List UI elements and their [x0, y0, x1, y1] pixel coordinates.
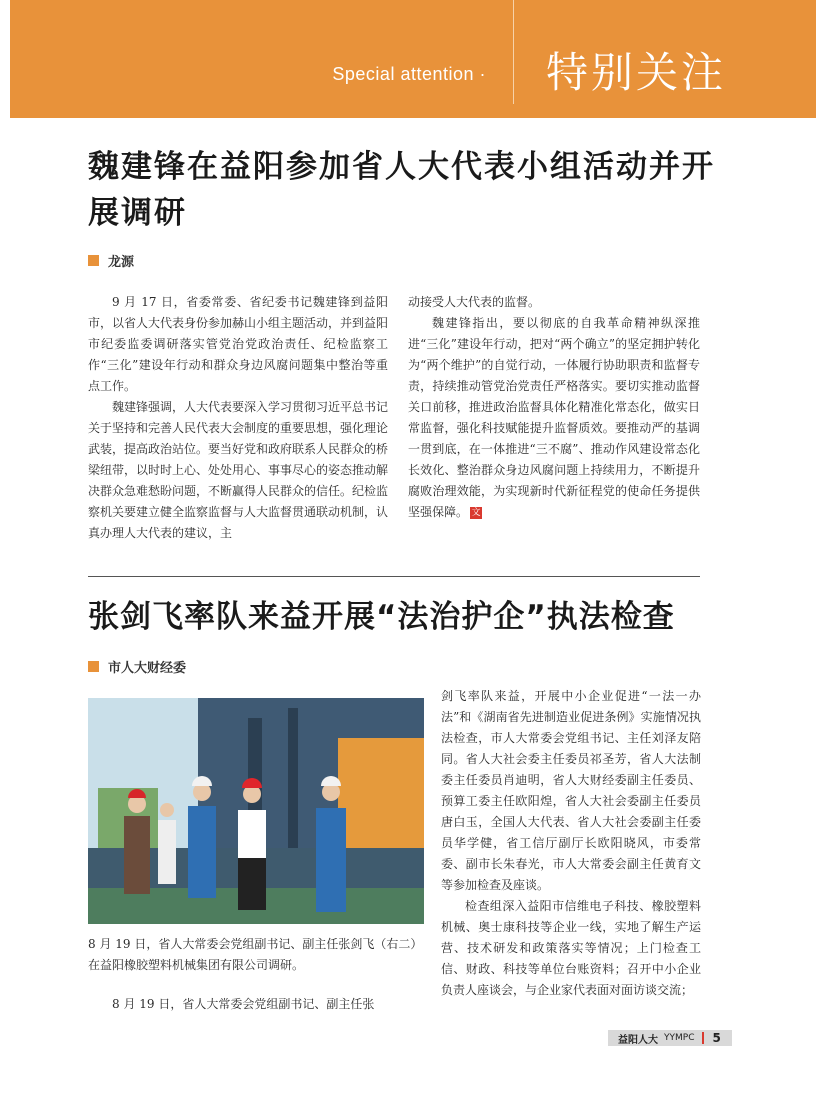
- article1-author: 龙源: [108, 255, 135, 270]
- article1-title: 魏建锋在益阳参加省人大代表小组活动并开展调研: [88, 149, 715, 231]
- byline-square-icon: [88, 661, 99, 672]
- paragraph: 剑飞率队来益，开展中小企业促进“一法一办法”和《湖南省先进制造业促进条例》实施情况执法检查，市人大常委会党组书记、主任刘泽友陪同。省人大社会委主任委员祁圣芳，省人大法制委主任委员肖迪明，省人大财经委副主任委员、预算工委主任欧阳煌，省人大社会委副主任委员唐白玉，全国人大代表、省人大社会委副主任委员华学健，省工信厅副厅长欧阳晓风，市委常委、副市长朱春光，市人大常委会副主任黄育文等参加检查及座谈。: [441, 689, 701, 892]
- paragraph: [408, 313, 700, 523]
- article2-column-right: [441, 686, 701, 1026]
- paragraph-text: 魏建锋指出，要以彻底的自我革命精神纵深推进“三化”建设年行动，把对“两个确立”的坚定拥护转化为“两个维护”的自觉行动，一体履行协助职责和监督专责，持续推动管党治党责任严格落实。要切实推动监督关口前移，推进政治监督具体化精准化常态化，做实日常监督，强化科技赋能提升监督质效。要推动严的基调一贯到底，在一体推进“三不腐”、推动作风建设常态化长效化、整治群众身边风腐问题上持续用力，不断提升腐败治理效能，为实现新时代新征程党的使命任务提供坚强保障。: [408, 316, 700, 519]
- paragraph: 8 月 19 日，省人大常委会党组副书记、副主任张: [112, 997, 375, 1011]
- page-footer: [608, 1030, 732, 1046]
- paragraph: 魏建锋强调，人大代表要深入学习贯彻习近平总书记关于坚持和完善人民代表大会制度的重要思想，强化理论武装，提高政治站位。要当好党和政府联系人民群众的桥梁纽带，以时时上心、处处用心、事事尽心的姿态推动解决群众急难愁盼问题，不断赢得人民群众的信任。纪检监察机关要建立健全监察监督与人大监督贯通联动机制，认真办理人大代表的建议，主: [88, 400, 389, 540]
- article2-title: 张剑飞率队来益开展“法治护企”执法检查: [88, 599, 675, 635]
- footer-separator: [702, 1032, 704, 1044]
- page-number: 5: [712, 1031, 721, 1045]
- banner-divider: [513, 0, 514, 104]
- paragraph: 检查组深入益阳市信维电子科技、橡胶塑料机械、奥士康科技等企业一线，实地了解生产运营、技术研发和政策落实等情况；上门检查工信、财政、科技等单位台账资料；召开中小企业负责人座谈会，与企业家代表面对面访谈交流；: [441, 899, 701, 997]
- paragraph: 动接受人大代表的监督。: [408, 295, 541, 309]
- article1-byline: [88, 251, 134, 270]
- article1-column-right: [408, 292, 700, 552]
- magazine-name: 益阳人大: [618, 1034, 658, 1046]
- article1-column-left: [88, 292, 388, 552]
- article-divider: [88, 576, 700, 577]
- byline-square-icon: [88, 255, 99, 266]
- section-label-en: Special attention ·: [332, 64, 486, 84]
- paragraph: 9 月 17 日，省委常委、省纪委书记魏建锋到益阳市，以省人大代表身份参加赫山小组主题活动，并到益阳市纪委监委调研落实管党治党政治责任、纪检监察工作“三化”建设年行动和群众身边风腐问题集中整治等重点工作。: [88, 295, 389, 393]
- factory-visit-image: [88, 698, 424, 924]
- article2-column-left: [88, 994, 388, 1018]
- section-label-zh: 特别关注: [546, 48, 727, 97]
- end-mark-icon: 文: [471, 507, 481, 518]
- section-banner: [10, 0, 816, 118]
- inspection-photo: [88, 698, 424, 924]
- article2-byline: [88, 657, 186, 676]
- photo-caption: 8 月 19 日，省人大常委会党组副书记、副主任张剑飞（右二）在益阳橡胶塑料机械集团有限公司调研。: [88, 937, 423, 972]
- magazine-code: YYMPC: [664, 1033, 695, 1043]
- article2-author: 市人大财经委: [108, 661, 187, 676]
